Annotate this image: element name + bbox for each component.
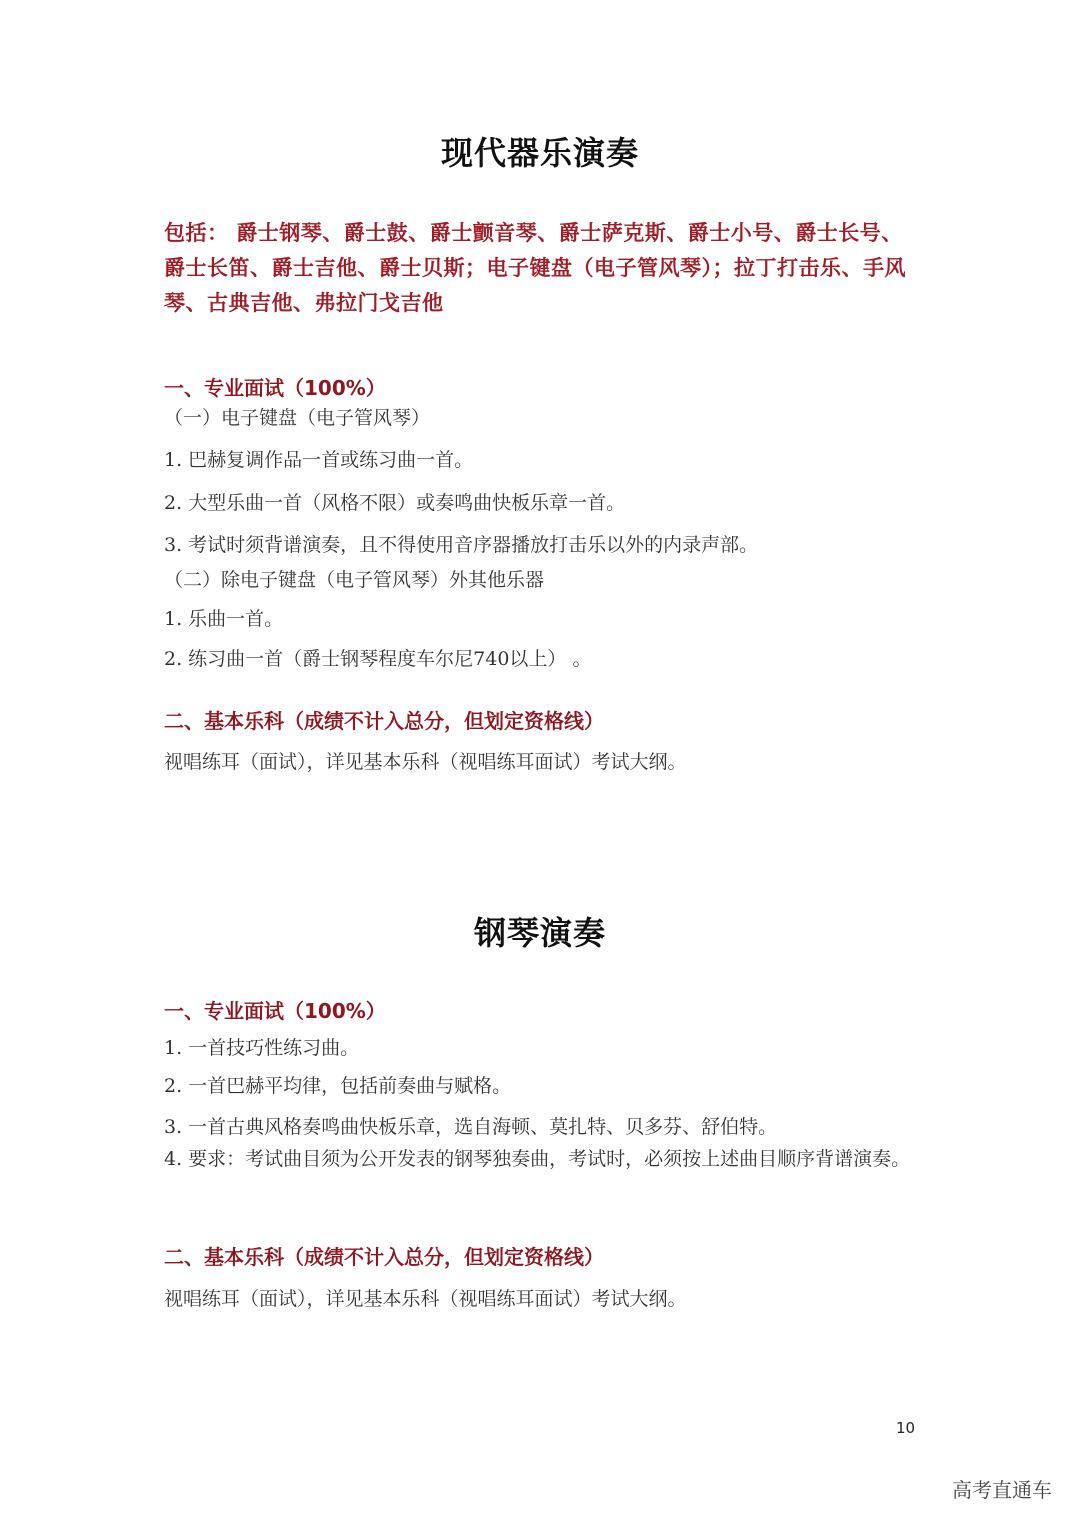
basic-music-text: 视唱练耳（面试），详见基本乐科（视唱练耳面试）考试大纲。: [164, 751, 687, 773]
list-item: 1. 巴赫复调作品一首或练习曲一首。: [164, 449, 474, 471]
subheading-electronic-keyboard: （一）电子键盘（电子管风琴）: [164, 407, 431, 429]
watermark: 高考直通车: [952, 1478, 1052, 1502]
list-item: 3. 一首古典风格奏鸣曲快板乐章，选自海顿、莫扎特、贝多芬、舒伯特。: [164, 1116, 778, 1138]
section-title-piano-performance: 钢琴演奏: [473, 914, 606, 952]
section-title-modern-instrumental: 现代器乐演奏: [440, 134, 639, 172]
heading-basic-music-subjects: 二、基本乐科（成绩不计入总分，但划定资格线）: [164, 1245, 604, 1269]
instrument-list: 包括： 爵士钢琴、爵士鼓、爵士颤音琴、爵士萨克斯、爵士小号、爵士长号、爵士长笛、爵士吉他、爵士贝斯；电子键盘（电子管风琴）；拉丁打击乐、手风琴、古典吉他、弗拉门戈吉他: [164, 221, 906, 315]
list-item: 2. 大型乐曲一首（风格不限）或奏鸣曲快板乐章一首。: [164, 492, 626, 514]
list-item: 4. 要求：考试曲目须为公开发表的钢琴独奏曲，考试时，必须按上述曲目顺序背谱演奏。: [164, 1148, 911, 1170]
heading-basic-music-subjects: 二、基本乐科（成绩不计入总分，但划定资格线）: [164, 709, 604, 733]
heading-professional-interview: 一、专业面试（100%）: [164, 999, 386, 1023]
heading-professional-interview: 一、专业面试（100%）: [164, 376, 386, 400]
list-item: 3. 考试时须背谱演奏，且不得使用音序器播放打击乐以外的内录声部。: [164, 534, 759, 556]
list-item: 2. 一首巴赫平均律，包括前奏曲与赋格。: [164, 1075, 512, 1097]
subheading-other-instruments: （二）除电子键盘（电子管风琴）外其他乐器: [164, 569, 545, 591]
list-item: 2. 练习曲一首（爵士钢琴程度车尔尼740以上） 。: [164, 648, 592, 670]
basic-music-text: 视唱练耳（面试），详见基本乐科（视唱练耳面试）考试大纲。: [164, 1288, 687, 1310]
page-number: 10: [896, 1419, 916, 1437]
list-item: 1. 乐曲一首。: [164, 608, 284, 630]
list-item: 1. 一首技巧性练习曲。: [164, 1037, 360, 1059]
